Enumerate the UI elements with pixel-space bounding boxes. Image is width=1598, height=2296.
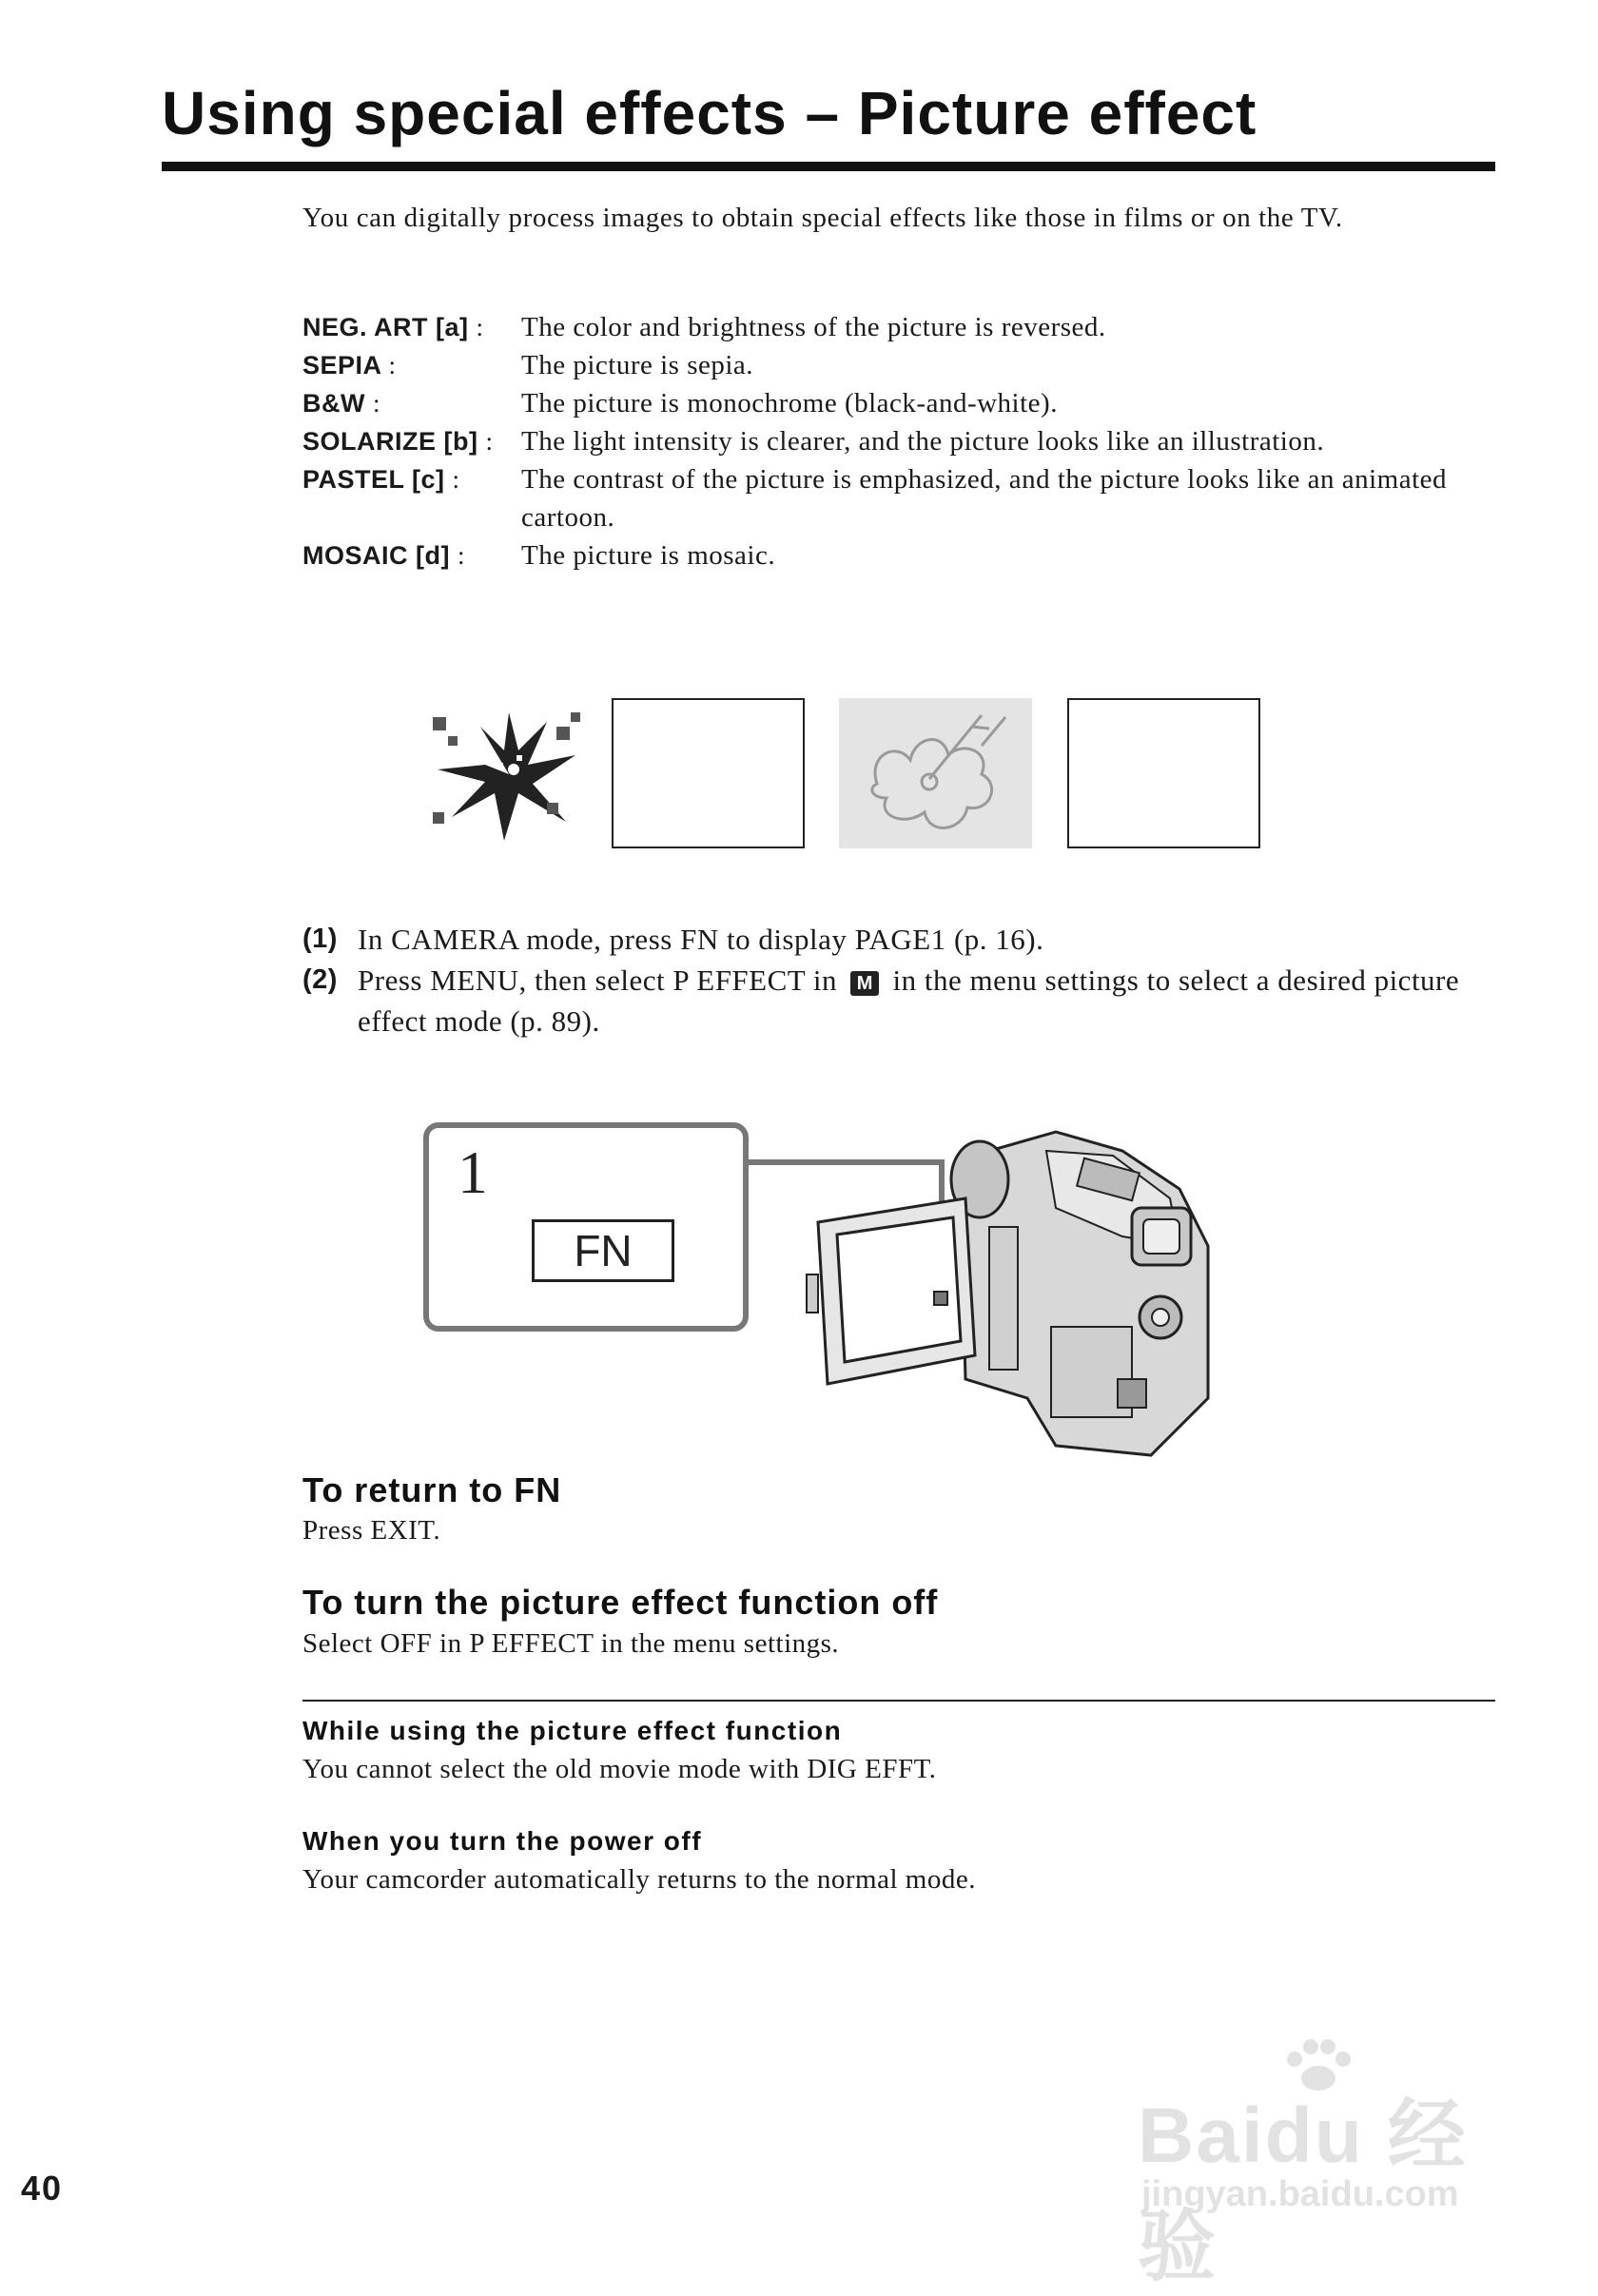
page-number: 40 [21,2169,64,2208]
definition-term: NEG. ART [a] [302,313,469,341]
watermark-url: jingyan.baidu.com [1141,2174,1459,2214]
definition-colon: : [388,351,397,379]
definition-colon: : [485,427,494,456]
definition-colon: : [458,541,466,570]
definition-row [302,536,1501,574]
definition-term: SEPIA [302,351,381,379]
definition-term: SOLARIZE [b] [302,427,478,456]
definition-term: PASTEL [c] [302,465,445,494]
baidu-watermark [1138,2035,1518,2290]
definition-text: The picture is mosaic. [521,540,776,571]
effect-definitions [302,308,1501,574]
definition-row [302,308,1501,346]
mosaic-example-frame [1067,698,1260,848]
step-number: (2) [302,964,338,995]
step-text: In CAMERA mode, press FN to display PAGE1 (p. 16). [358,923,1044,956]
definition-colon: : [476,313,484,341]
definition-row [302,422,1501,460]
note-heading: While using the picture effect function [302,1716,843,1745]
definition-row [302,460,1501,536]
page-title: Using special effects – Picture effect [162,79,1257,147]
step-number: (1) [302,924,338,954]
manual-settings-menu-icon: M [850,971,879,996]
fn-button[interactable]: FN [532,1219,674,1282]
pastel-example-image [839,698,1032,848]
notes-divider [302,1700,1495,1702]
step-text-after-icon: in the menu settings to select a desired picture effect mode (p. 89). [358,963,1460,1038]
definition-text: The picture is monochrome (black-and-white). [521,388,1058,418]
intro-paragraph: You can digitally process images to obtain special effects like those in films or on the TV. [302,203,1343,233]
definition-term: B&W [302,389,365,418]
step-2 [302,960,1482,1041]
title-rule [162,162,1495,171]
definition-text: The contrast of the picture is emphasized, and the picture looks like an animated cartoon. [521,464,1448,533]
section-body: Press EXIT. [302,1515,441,1546]
watermark-brand: Baidu 经验 [1138,2092,1468,2290]
note-body: You cannot select the old movie mode with DIG EFFT. [302,1754,937,1784]
note-body: Your camcorder automatically returns to the normal mode. [302,1864,976,1895]
callout-step-number: 1 [458,1138,488,1206]
section-heading: To turn the picture effect function off [302,1583,939,1622]
definition-colon: : [452,465,460,494]
step-text-before-icon: Press MENU, then select P EFFECT in [358,963,838,997]
solarize-example-frame [612,698,805,848]
fn-callout [423,1122,749,1332]
section-body: Select OFF in P EFFECT in the menu settings. [302,1628,840,1659]
definition-row [302,384,1501,422]
neg-art-example-image [414,698,607,848]
procedure-steps [302,919,1482,1041]
section-heading: To return to FN [302,1470,562,1509]
step-1 [302,919,1482,960]
note-heading: When you turn the power off [302,1826,703,1856]
definition-text: The light intensity is clearer, and the picture looks like an illustration. [521,426,1325,457]
definition-term: MOSAIC [d] [302,541,450,570]
definition-colon: : [373,389,381,418]
definition-row [302,346,1501,384]
camcorder-illustration [742,1113,1237,1474]
definition-text: The color and brightness of the picture is reversed. [521,312,1106,342]
definition-text: The picture is sepia. [521,350,754,380]
